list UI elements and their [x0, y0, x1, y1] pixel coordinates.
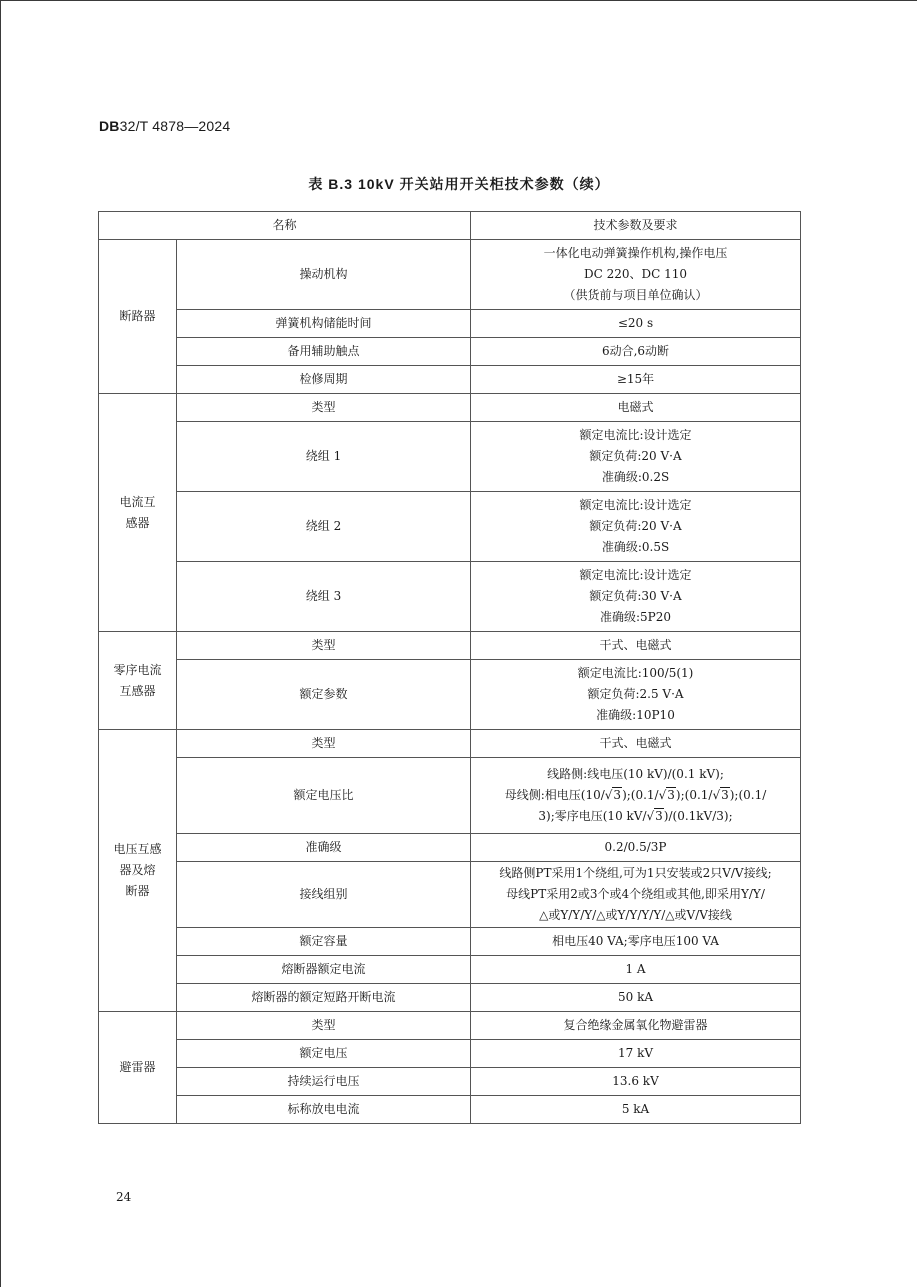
table-row: [99, 1096, 801, 1124]
value-line: （供货前与项目单位确认）: [563, 288, 708, 302]
doc-code-number: 32/T 4878—2024: [119, 118, 231, 134]
row-name: 类型: [177, 1012, 471, 1040]
sqrt-symbol: √: [646, 809, 655, 823]
text-run: );(0.1/: [622, 788, 659, 802]
row-value: 17 kV: [471, 1040, 801, 1068]
text-run: 3);零序电压(10 kV/: [538, 809, 647, 823]
value-line: DC 220、DC 110: [583, 267, 688, 281]
value-line: 准确级:0.5S: [601, 540, 670, 554]
row-name: 类型: [177, 632, 471, 660]
text-run: 母线侧:相电压(10/: [504, 788, 605, 802]
sqrt-symbol: √: [712, 788, 721, 802]
row-value: [471, 660, 801, 730]
sqrt-expression: [647, 808, 664, 823]
table-row: [99, 834, 801, 862]
table-row: [99, 1040, 801, 1068]
row-value: 干式、电磁式: [471, 632, 801, 660]
table-row: [99, 310, 801, 338]
value-line: 额定负荷:20 V·A: [589, 519, 682, 533]
value-line: 准确级:5P20: [600, 610, 672, 624]
value-line: 线路侧:线电压(10 kV)/(0.1 kV);: [547, 767, 724, 781]
group-label-vt: [99, 730, 177, 1012]
row-name: 接线组别: [177, 862, 471, 928]
value-line: 额定电流比:设计选定: [579, 428, 692, 442]
row-name: 弹簧机构储能时间: [177, 310, 471, 338]
row-name: 熔断器的额定短路开断电流: [177, 984, 471, 1012]
table-row: [99, 928, 801, 956]
table-row: [99, 1012, 801, 1040]
sqrt-expression: [712, 787, 729, 802]
sqrt-expression: [659, 787, 676, 802]
row-value: 1 A: [471, 956, 801, 984]
table-row: [99, 394, 801, 422]
value-line: 额定负荷:30 V·A: [589, 589, 682, 603]
document-code: [99, 118, 230, 134]
row-value: ≤20 s: [471, 310, 801, 338]
value-line: 一体化电动弹簧操作机构,操作电压: [543, 246, 728, 260]
row-value: [471, 862, 801, 928]
row-name: 准确级: [177, 834, 471, 862]
value-line: [475, 806, 796, 827]
table-row: [99, 1068, 801, 1096]
row-name: 持续运行电压: [177, 1068, 471, 1096]
row-name: 额定容量: [177, 928, 471, 956]
row-name: 操动机构: [177, 240, 471, 310]
group-label-line: 电压互感: [113, 842, 162, 856]
table-row: [99, 984, 801, 1012]
table-row: [99, 956, 801, 984]
row-name: 标称放电电流: [177, 1096, 471, 1124]
table-row: [99, 422, 801, 492]
sqrt-argument: 3: [721, 788, 729, 802]
doc-code-prefix: DB: [99, 118, 120, 134]
row-name: 绕组 2: [177, 492, 471, 562]
row-value: [471, 562, 801, 632]
group-label-line: 感器: [125, 515, 150, 530]
row-name: 类型: [177, 394, 471, 422]
sqrt-expression: [605, 787, 622, 802]
col-header-name: 名称: [99, 212, 471, 240]
sqrt-argument: 3: [655, 809, 663, 823]
table-row: [99, 492, 801, 562]
group-label-line: 器及熔: [119, 863, 156, 877]
value-line: 额定负荷:20 V·A: [589, 449, 682, 463]
text-run: );(0.1/: [729, 788, 767, 802]
col-header-param: 技术参数及要求: [471, 212, 801, 240]
row-value: ≥15年: [471, 366, 801, 394]
value-line: [475, 785, 796, 806]
row-value: 0.2/0.5/3P: [471, 834, 801, 862]
table-row: [99, 562, 801, 632]
row-value: 相电压40 VA;零序电压100 VA: [471, 928, 801, 956]
row-value: [471, 492, 801, 562]
sqrt-argument: 3: [613, 788, 622, 802]
value-line: 线路侧PT采用1个绕组,可为1只安装或2只V/V接线;: [499, 866, 772, 880]
row-value: [471, 422, 801, 492]
group-label-line: 互感器: [119, 683, 156, 698]
text-run: );(0.1/: [675, 788, 713, 802]
row-name: 绕组 3: [177, 562, 471, 632]
value-line: 准确级:10P10: [596, 708, 675, 722]
page-number: 24: [116, 1190, 132, 1204]
text-run: )/(0.1kV/3);: [663, 809, 733, 823]
value-line: 准确级:0.2S: [601, 470, 670, 484]
row-name: 额定电压比: [177, 758, 471, 834]
table-row: [99, 862, 801, 928]
value-line: 额定电流比:100/5(1): [577, 666, 694, 680]
row-value: 50 kA: [471, 984, 801, 1012]
spec-table: [98, 211, 801, 1124]
row-name: 额定电压: [177, 1040, 471, 1068]
row-value: 13.6 kV: [471, 1068, 801, 1096]
table-row: [99, 366, 801, 394]
row-value: [471, 758, 801, 834]
table-title: 表 B.3 10kV 开关站用开关柜技术参数（续）: [308, 176, 610, 192]
row-value: 5 kA: [471, 1096, 801, 1124]
row-name: 类型: [177, 730, 471, 758]
row-name: 额定参数: [177, 660, 471, 730]
table-row: [99, 758, 801, 834]
sqrt-symbol: √: [658, 788, 667, 802]
row-name: 熔断器额定电流: [177, 956, 471, 984]
row-name: 绕组 1: [177, 422, 471, 492]
table-row: [99, 632, 801, 660]
value-line: 额定负荷:2.5 V·A: [587, 687, 684, 701]
group-label-line: 电流互: [119, 494, 156, 509]
value-line: △或Y/Y/Y/△或Y/Y/Y/Y/△或V/V接线: [539, 908, 732, 922]
group-label-zsct: [99, 632, 177, 730]
group-label-breaker: 断路器: [99, 240, 177, 394]
value-line: 母线PT采用2或3个或4个绕组或其他,即采用Y/Y/: [506, 887, 765, 901]
row-name: 检修周期: [177, 366, 471, 394]
group-label-ct: [99, 394, 177, 632]
value-line: 额定电流比:设计选定: [579, 498, 692, 512]
group-label-line: 断器: [125, 884, 150, 898]
sqrt-argument: 3: [667, 788, 675, 802]
row-value: 干式、电磁式: [471, 730, 801, 758]
sqrt-symbol: √: [604, 788, 613, 802]
table-row: [99, 660, 801, 730]
row-value: [471, 240, 801, 310]
group-label-arrester: 避雷器: [99, 1012, 177, 1124]
row-value: 复合绝缘金属氧化物避雷器: [471, 1012, 801, 1040]
table-row: [99, 240, 801, 310]
row-value: 电磁式: [471, 394, 801, 422]
table-row: [99, 338, 801, 366]
table-row: [99, 730, 801, 758]
row-name: 备用辅助触点: [177, 338, 471, 366]
group-label-line: 零序电流: [113, 662, 162, 677]
value-line: 额定电流比:设计选定: [579, 568, 692, 582]
table-header-row: [99, 212, 801, 240]
row-value: 6动合,6动断: [471, 338, 801, 366]
